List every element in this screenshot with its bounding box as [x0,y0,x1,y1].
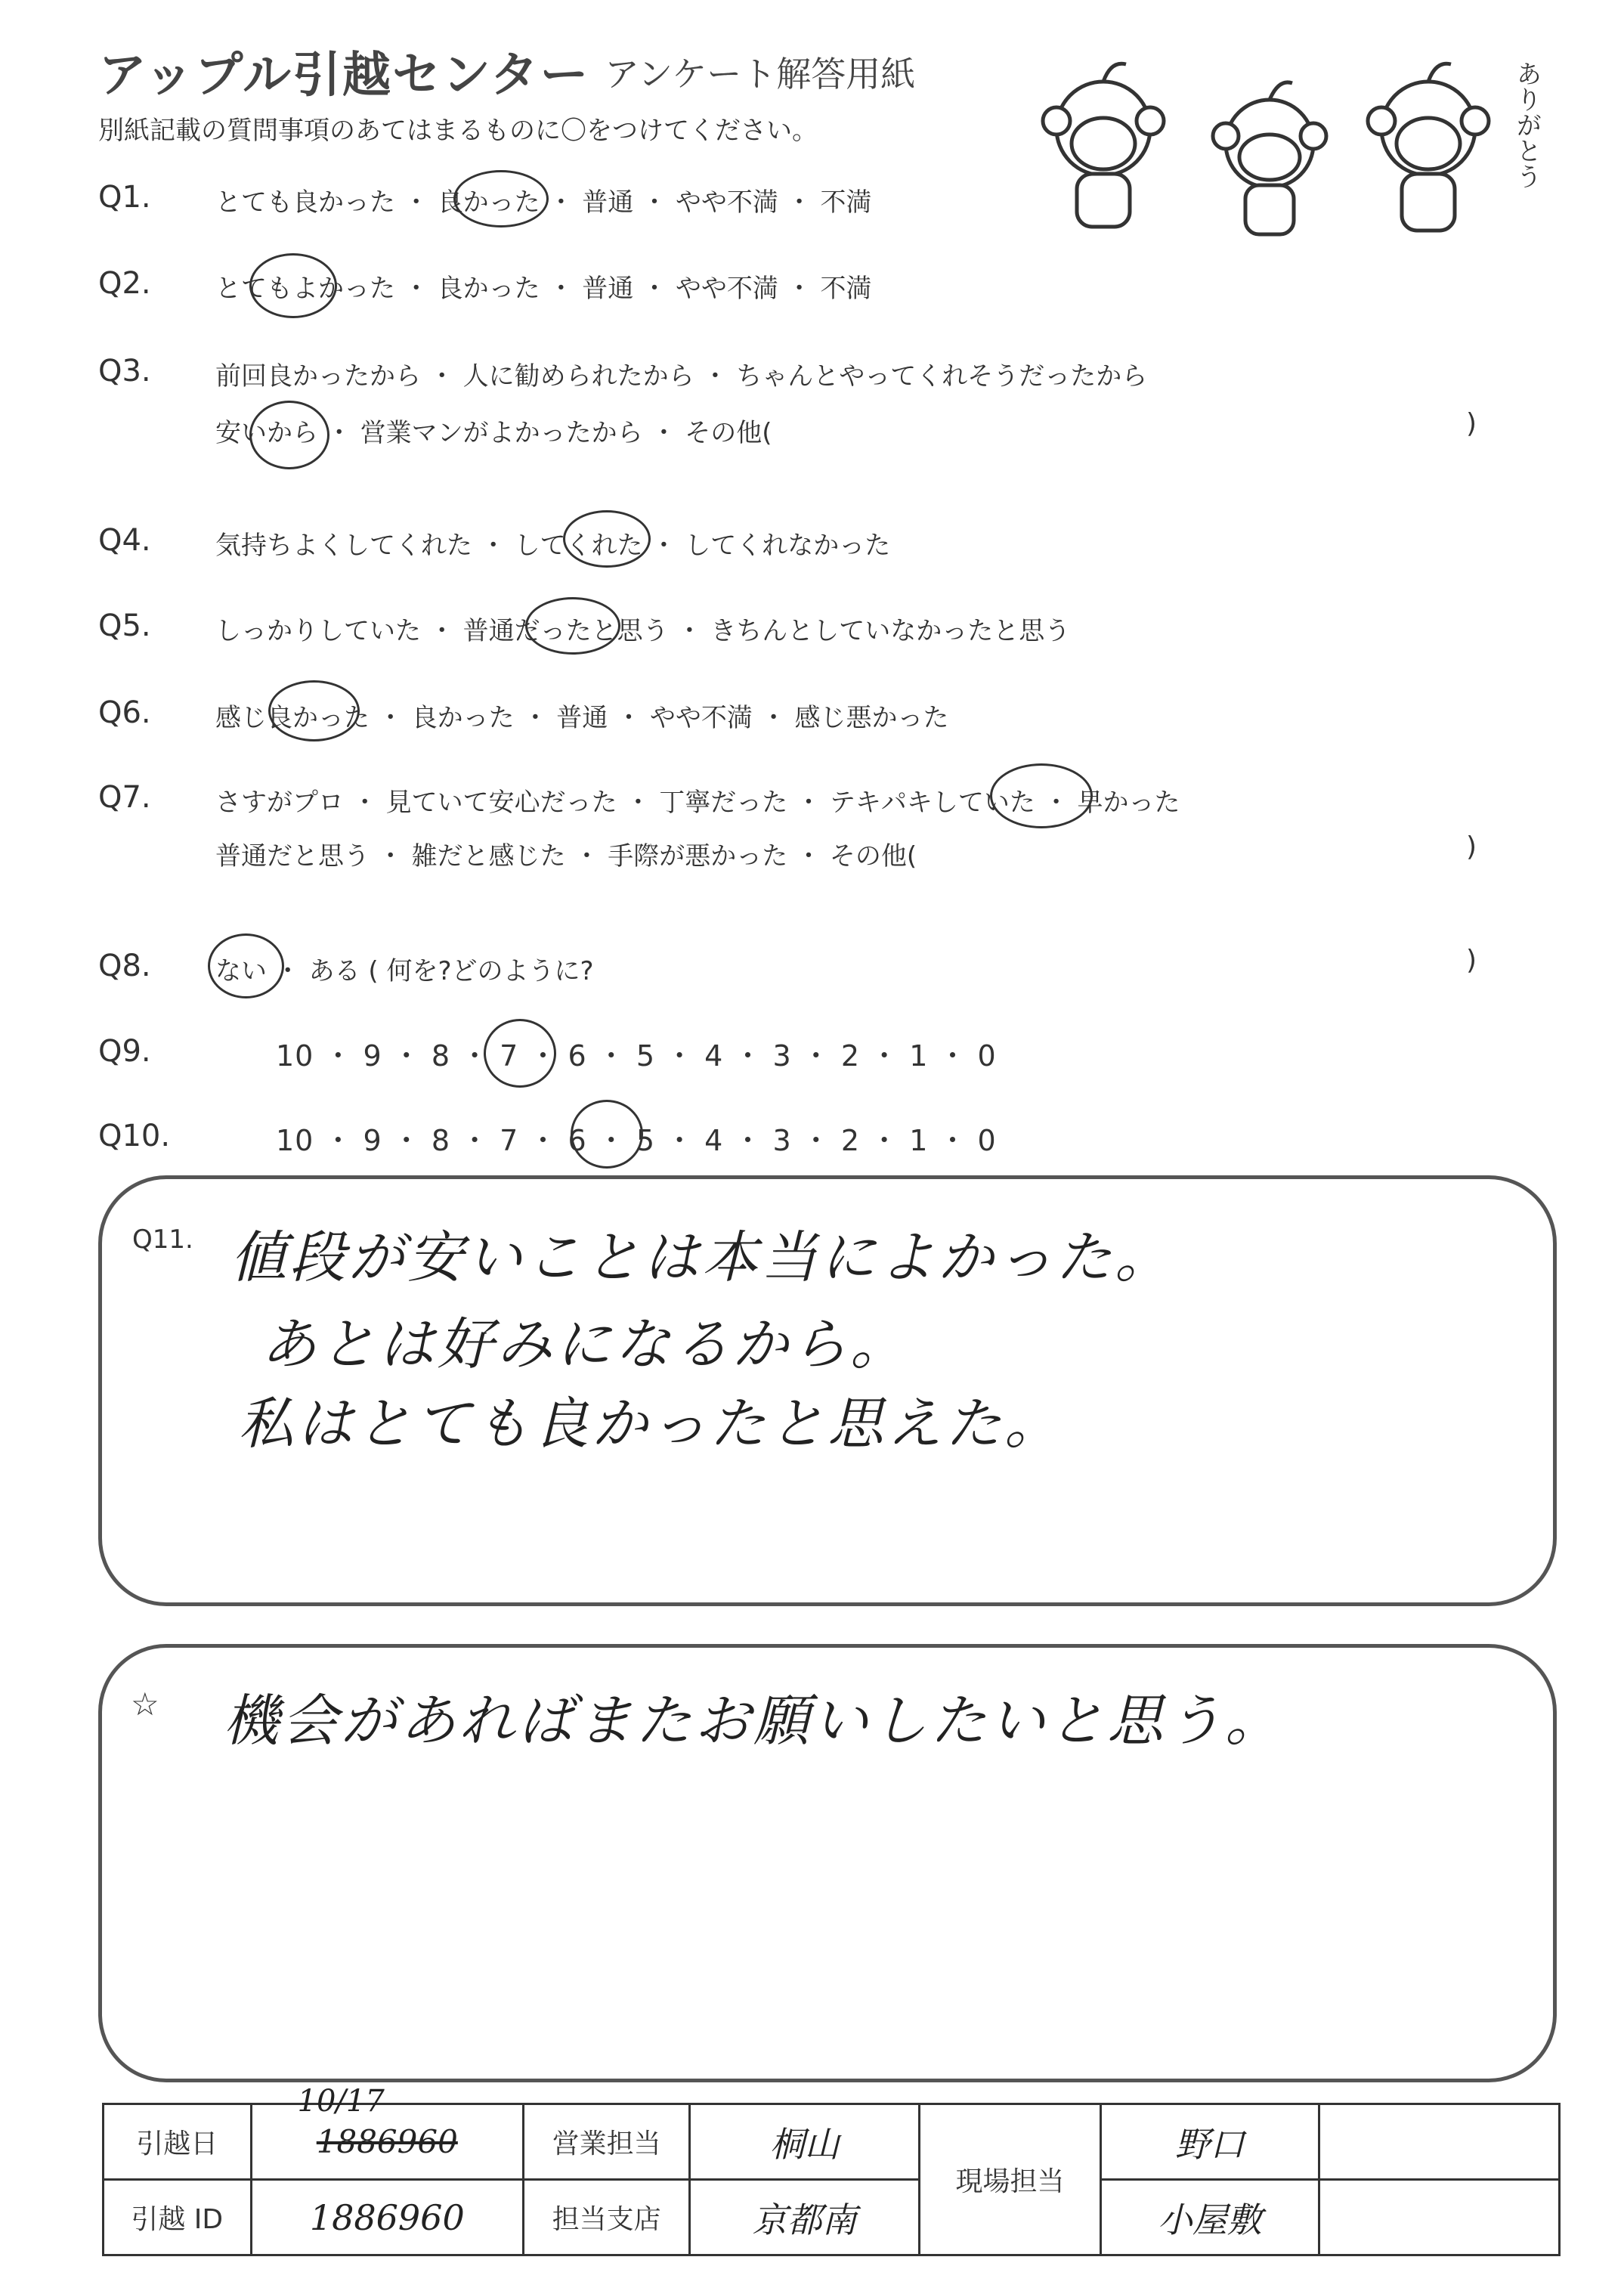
q2-label: Q2. [98,266,151,301]
q4-options[interactable]: 気持ちよくしてくれた ・ してくれた ・ してくれなかった [215,531,891,561]
monkey-icon [1043,63,1164,227]
q9-label: Q9. [98,1034,151,1069]
q5-options[interactable]: しっかりしていた ・ 普通だったと思う ・ きちんとしていなかったと思う [215,616,1071,646]
form-subtitle: アンケート解答用紙 [605,54,916,94]
star-icon: ☆ [131,1686,159,1723]
monkey-mascot-illustration [1028,30,1557,242]
sales-rep-label: 営業担当 [524,2104,690,2180]
q1-options[interactable]: とても良かった ・ 良かった ・ 普通 ・ やや不満 ・ 不満 [215,187,872,218]
q4-label: Q4. [98,523,151,558]
move-date-value: 10/17 [297,2084,385,2119]
q7-label: Q7. [98,780,151,815]
q7-selection-circle [990,763,1093,828]
q10-scale[interactable]: 10 ・ 9 ・ 8 ・ 7 ・ 6 ・ 5 ・ 4 ・ 3 ・ 2 ・ 1 ・ 0 [276,1124,997,1157]
move-date-label: 引越日 [104,2104,252,2180]
site-rep-extra-1[interactable] [1319,2104,1559,2180]
q7-options-line2[interactable]: 普通だと思う ・ 雑だと感じた ・ 手際が悪かった ・ その他( [215,841,917,871]
q3-selection-circle [249,401,329,469]
q3-options-line2[interactable]: 安いから ・ 営業マンがよかったから ・ その他( [215,418,772,448]
q11-label: Q11. [132,1224,193,1255]
branch-value[interactable]: 京都南 [690,2180,920,2255]
q1-selection-circle [453,170,549,228]
q11-handwritten-line-3: 私はとても良かったと思えた。 [238,1392,1063,1457]
q6-options[interactable]: 感じ良かった ・ 良かった ・ 普通 ・ やや不満 ・ 感じ悪かった [215,703,949,733]
q2-selection-circle [249,253,337,318]
q11-handwritten-line-2: あとは好みになるから。 [261,1312,909,1377]
q9-scale[interactable]: 10 ・ 9 ・ 8 ・ 7 ・ 6 ・ 5 ・ 4 ・ 3 ・ 2 ・ 1 ・ 0 [276,1039,997,1073]
site-rep-value-1[interactable]: 野口 [1100,2104,1319,2180]
form-instructions: 別紙記載の質問事項のあてはまるものに〇をつけてください。 [98,116,818,146]
move-id-label: 引越 ID [104,2180,252,2255]
q6-selection-circle [268,680,360,741]
q8-paren-close: ) [1466,945,1477,976]
q1-label: Q1. [98,180,151,215]
site-rep-value-2[interactable]: 小屋敷 [1100,2180,1319,2255]
branch-label: 担当支店 [524,2180,690,2255]
q3-options-line1[interactable]: 前回良かったから ・ 人に勧められたから ・ ちゃんとやってくれそうだったから [215,361,1148,392]
move-date-cell[interactable] [251,2084,524,2180]
q10-selection-circle [571,1100,643,1169]
q11-handwritten-line-1: 値段が安いことは本当によかった。 [230,1225,1174,1290]
sales-rep-value[interactable]: 桐山 [690,2104,920,2180]
q10-label: Q10. [98,1119,171,1153]
extra-comment-handwritten: 機会があればまたお願いしたいと思う。 [223,1689,1284,1754]
q7-options-line1[interactable]: さすがプロ ・ 見ていて安心だった ・ 丁寧だった ・ テキパキしていた ・ 早かった [215,788,1180,818]
q5-selection-circle [525,597,620,655]
q9-selection-circle [484,1019,556,1088]
site-rep-label: 現場担当 [920,2104,1101,2255]
q3-paren-close: ) [1466,408,1477,439]
q8-label: Q8. [98,949,151,983]
move-date-struck: 1886960 [316,2123,458,2160]
monkey-icon [1213,82,1326,234]
site-rep-extra-2[interactable] [1319,2180,1559,2255]
q8-selection-circle [208,933,284,998]
q4-selection-circle [563,510,651,568]
q2-options[interactable]: とてもよかった ・ 良かった ・ 普通 ・ やや不満 ・ 不満 [215,274,872,304]
extra-comment-box[interactable] [98,1644,1557,2082]
q3-label: Q3. [98,354,151,389]
monkey-icon [1368,63,1489,231]
q7-paren-close: ) [1466,831,1477,862]
mascot-caption: ありがとう [1511,60,1542,189]
q5-label: Q5. [98,608,151,643]
form-title: アップル引越センター [98,48,590,104]
move-id-value[interactable]: 1886960 [251,2180,524,2255]
q11-comment-box[interactable] [98,1175,1557,1606]
q6-label: Q6. [98,695,151,730]
q8-options[interactable]: ない ・ ある ( 何を?どのように? [215,956,594,986]
footer-info-table [102,2084,1561,2256]
